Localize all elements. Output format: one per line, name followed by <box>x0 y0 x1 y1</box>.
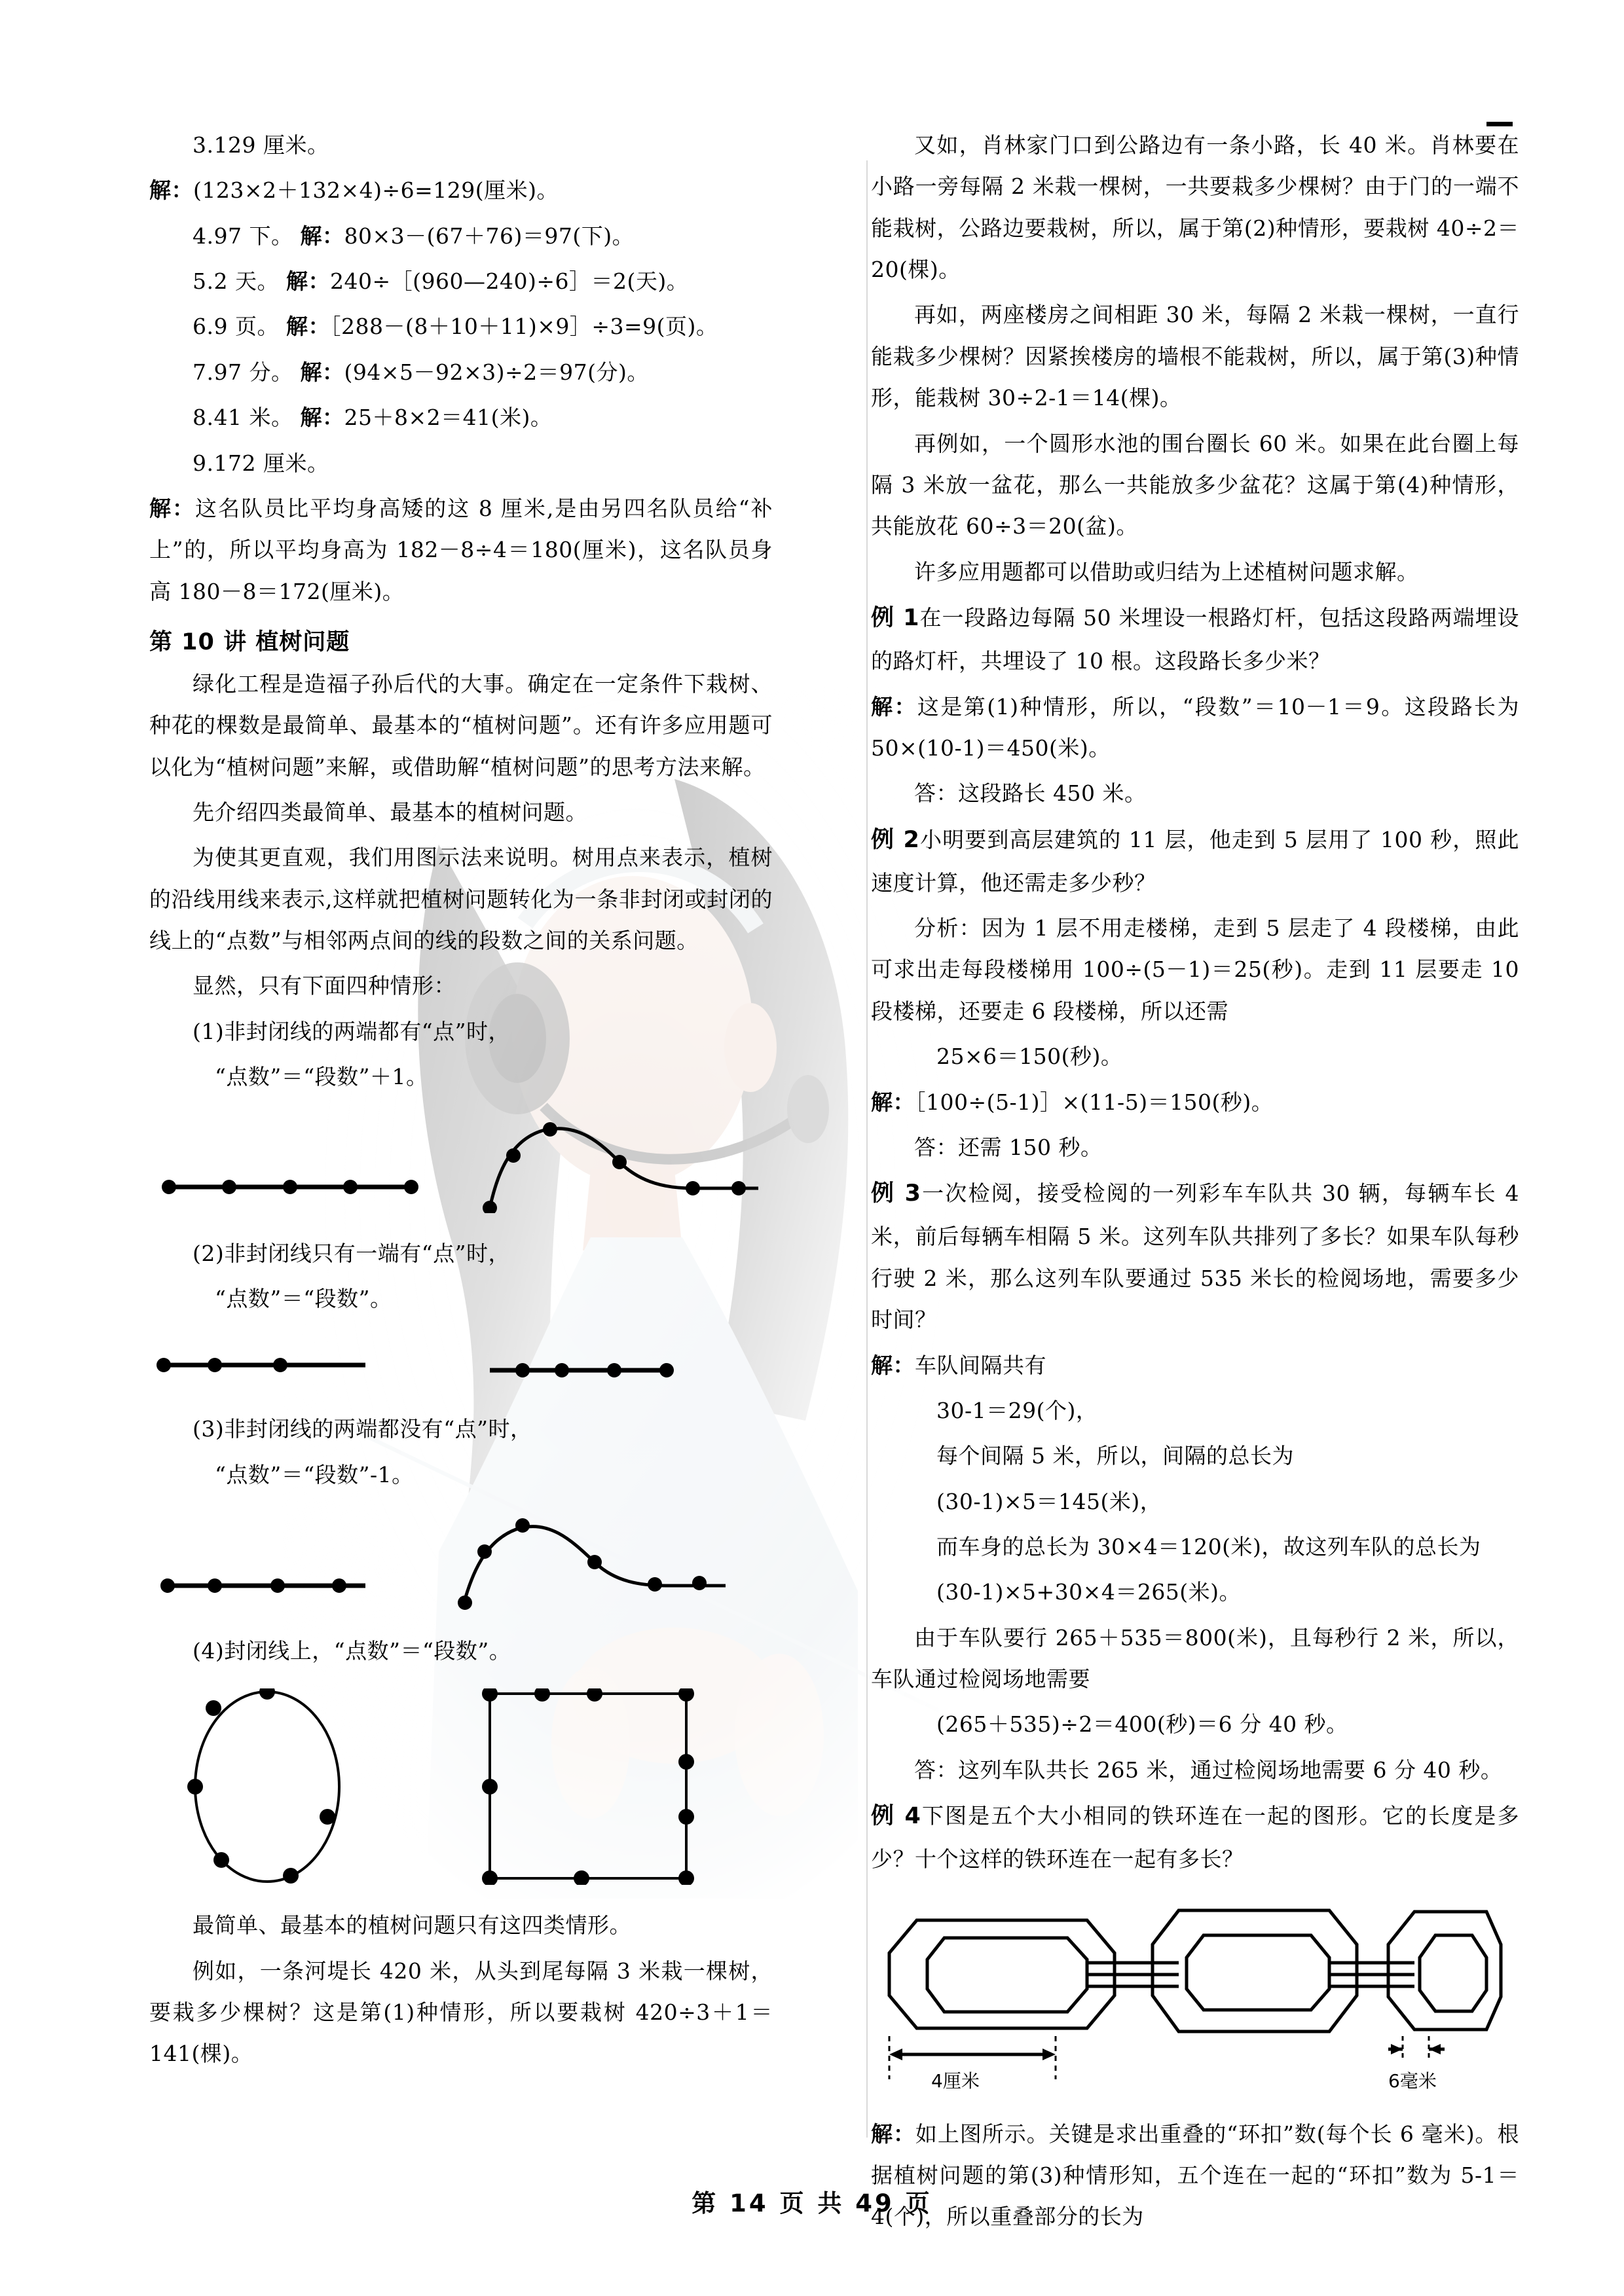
case-3-line-1: (3)非封闭线的两端都没有“点”时， <box>193 1416 532 1442</box>
example-2-analysis-equation: 25×6＝150(秒)。 <box>936 1044 1123 1070</box>
example-2-label: 例 2 <box>871 826 920 853</box>
analysis-body: 因为 1 层不用走楼梯，走到 5 层走了 4 段楼梯，由此可求出走每段楼梯用 100÷(5－1)＝25(秒)。走到 11 层要走 10 段楼梯，还要走 6 段楼梯，所以还需 <box>871 915 1520 1024</box>
solution-body: (94×5－92×3)÷2＝97(分)。 <box>344 359 649 385</box>
answer-8-label: 8.41 米。 <box>193 405 293 431</box>
figure-case-1 <box>149 1115 773 1213</box>
solution-label: 解： <box>300 359 344 385</box>
example-3-line-4: 由于车队要行 265＋535＝800(米)，且每秒行 2 米，所以，车队通过检阅场地需要 <box>871 1624 1519 1692</box>
example-4-label: 例 4 <box>871 1803 921 1830</box>
case-3-diagram <box>149 1512 765 1611</box>
analysis-label: 分析： <box>914 915 982 941</box>
solution-label: 解： <box>149 177 193 204</box>
case-1-line-2: “点数”＝“段数”＋1。 <box>215 1064 428 1090</box>
answer-4-label: 4.97 下。 <box>193 223 293 249</box>
paragraph-circular-pool: 再例如，一个圆形水池的围台圈长 60 米。如果在此台圈上每隔 3 米放一盆花，那么一共能放多少盆花？这属于第(4)种情形，共能放花 60÷3＝20(盆)。 <box>871 430 1519 539</box>
example-3-equation-2: (30-1)×5＝145(米)， <box>936 1488 1162 1514</box>
answer-item-8 <box>149 397 773 438</box>
figure-case-4 <box>149 1688 773 1885</box>
solution-body: ［288－(8＋10＋11)×9］÷3=9(页)。 <box>329 314 718 340</box>
solution-3 <box>149 170 773 211</box>
solution-body: 80×3－(67＋76)＝97(下)。 <box>344 223 635 249</box>
figure-iron-chain <box>871 1897 1519 2094</box>
case-4-line-1: (4)封闭线上，“点数”＝“段数”。 <box>193 1637 511 1664</box>
right-column <box>812 0 1624 2296</box>
example-3-line-3: 而车身的总长为 30×4＝120(米)，故这列车队的总长为 <box>936 1533 1481 1559</box>
paragraph-summary: 最简单、最基本的植树问题只有这四类情形。 <box>193 1912 631 1939</box>
answer-5-label: 5.2 天。 <box>193 268 279 295</box>
example-3-label: 例 3 <box>871 1180 921 1207</box>
example-3-line-2: 每个间隔 5 米，所以，间隔的总长为 <box>936 1443 1294 1469</box>
iron-chain-diagram <box>871 1897 1519 2094</box>
example-3 <box>871 1172 1519 1340</box>
example-1 <box>871 596 1519 682</box>
example-2-analysis <box>871 907 1519 1032</box>
solution-body: 车队间隔共有 <box>915 1352 1046 1378</box>
paragraph-applications: 许多应用题都可以借助或归结为上述植树问题求解。 <box>914 558 1419 585</box>
figure-case-3 <box>149 1512 773 1611</box>
example-2-body: 小明要到高层建筑的 11 层，他走到 5 层用了 100 秒，照此速度计算，他还需走多少秒？ <box>871 826 1519 896</box>
solution-body: 如上图所示。关键是求出重叠的“环扣”数(每个长 6 毫米)。根据植树问题的第(3)种情形知，五个连在一起的“环扣”数为 5-1＝4(个)，所以重叠部分的长为 <box>871 2121 1519 2230</box>
case-2-diagram <box>149 1336 765 1389</box>
paragraph-xiaolin-path: 又如，肖林家门口到公路边有一条小路，长 40 米。肖林要在小路一旁每隔 2 米栽一棵树，一共要栽多少棵树？由于门的一端不能栽树，公路边要栽树，所以，属于第(2)种情形，要栽树 40÷2＝20(棵)。 <box>871 132 1519 283</box>
example-3-equation-1: 30-1＝29(个)， <box>936 1397 1098 1423</box>
chain-label-right: 6毫米 <box>1388 2069 1437 2092</box>
answer-item-9: 9.172 厘米。 <box>193 450 329 476</box>
solution-label: 解： <box>286 268 330 295</box>
answer-6-label: 6.9 页。 <box>193 314 279 340</box>
solution-label: 解： <box>871 2121 915 2147</box>
answer-item-5 <box>149 261 773 302</box>
solution-label: 解： <box>286 314 330 340</box>
section-title-lecture-10: 第 10 讲 植树问题 <box>149 629 350 655</box>
case-2-line-2: “点数”＝“段数”。 <box>215 1285 392 1311</box>
solution-label: 解： <box>871 1352 915 1378</box>
paragraph-intro-4: 显然，只有下面四种情形： <box>193 973 456 999</box>
solution-label: 解： <box>149 495 196 521</box>
example-3-body: 一次检阅，接受检阅的一列彩车车队共 30 辆，每辆车长 4 米，前后每辆车相隔 5 米。这列车队共排列了多长？如果车队每秒行驶 2 米，那么这列车队要通过 535 米长的检阅场地，需要多少时间？ <box>871 1180 1519 1333</box>
case-1-diagram <box>149 1115 765 1213</box>
case-2-line-1: (2)非封闭线只有一端有“点”时， <box>193 1240 510 1266</box>
example-4-body: 下图是五个大小相同的铁环连在一起的图形。它的长度是多少？十个这样的铁环连在一起有多长？ <box>871 1803 1519 1872</box>
solution-label: 解： <box>871 693 917 720</box>
solution-9 <box>149 488 773 612</box>
answer-item-6 <box>149 306 773 347</box>
paragraph-intro-2: 先介绍四类最简单、最基本的植树问题。 <box>193 799 587 826</box>
example-1-answer: 答：这段路长 450 米。 <box>914 780 1147 807</box>
corner-dash-mark <box>1486 122 1513 126</box>
example-4-solution <box>871 2113 1519 2238</box>
figure-case-2 <box>149 1336 773 1389</box>
example-1-solution <box>871 686 1519 769</box>
solution-body: ［100÷(5-1)］×(11-5)＝150(秒)。 <box>915 1089 1274 1115</box>
example-3-equation-4: (265＋535)÷2＝400(秒)＝6 分 40 秒。 <box>936 1711 1348 1738</box>
answer-item-7 <box>149 352 773 393</box>
solution-body: 240÷［(960—240)÷6］＝2(天)。 <box>329 268 689 295</box>
example-3-answer: 答：这列车队共长 265 米，通过检阅场地需要 6 分 40 秒。 <box>914 1757 1503 1783</box>
example-4 <box>871 1795 1519 1880</box>
example-1-body: 在一段路边每隔 50 米埋设一根路灯杆，包括这段路两端埋设的路灯杆，共埋设了 10 根。这段路长多少米？ <box>871 604 1519 674</box>
solution-label: 解： <box>871 1089 915 1115</box>
case-1-line-1: (1)非封闭线的两端都有“点”时， <box>193 1018 510 1044</box>
example-3-solution <box>871 1345 1519 1386</box>
case-4-diagram <box>149 1688 765 1885</box>
solution-body: 这名队员比平均身高矮的这 8 厘米,是由另四名队员给“补上”的，所以平均身高为 182－8÷4＝180(厘米)，这名队员身高 180－8＝172(厘米)。 <box>149 495 773 604</box>
solution-body: 25＋8×2＝41(米)。 <box>344 405 553 431</box>
solution-label: 解： <box>300 223 344 249</box>
solution-body: 这是第(1)种情形，所以，“段数”＝10－1＝9。这段路长为 50×(10-1)＝450(米)。 <box>871 693 1520 761</box>
example-2 <box>871 818 1519 904</box>
example-2-solution <box>871 1082 1519 1123</box>
answer-7-label: 7.97 分。 <box>193 359 293 385</box>
paragraph-intro-3: 为使其更直观，我们用图示法来说明。树用点来表示，植树的沿线用线来表示,这样就把植树问题转化为一条非封闭或封闭的线上的“点数”与相邻两点间的线的段数之间的关系问题。 <box>149 845 773 954</box>
example-1-label: 例 1 <box>871 604 920 631</box>
paragraph-example-riverbank: 例如，一条河堤长 420 米，从头到尾每隔 3 米栽一棵树，要栽多少棵树？这是第(1)种情形，所以要栽树 420÷3＋1＝141(棵)。 <box>149 1958 773 2067</box>
page-footer: 第 14 页 共 49 页 <box>692 2189 932 2217</box>
answer-item-3: 3.129 厘米。 <box>193 132 329 158</box>
solution-body: (123×2＋132×4)÷6=129(厘米)。 <box>193 177 559 204</box>
answer-item-4 <box>149 215 773 257</box>
solution-label: 解： <box>300 405 344 431</box>
example-2-answer: 答：还需 150 秒。 <box>914 1134 1103 1160</box>
case-3-line-2: “点数”＝“段数”-1。 <box>215 1461 414 1487</box>
paragraph-between-buildings: 再如，两座楼房之间相距 30 米，每隔 2 米栽一棵树，一直行能栽多少棵树？因紧挨楼房的墙根不能栽树，所以，属于第(3)种情形，能栽树 30÷2-1＝14(棵)。 <box>871 302 1519 411</box>
example-3-equation-3: (30-1)×5+30×4＝265(米)。 <box>936 1579 1242 1605</box>
paragraph-intro-1: 绿化工程是造福子孙后代的大事。确定在一定条件下栽树、种花的棵数是最简单、最基本的“植树问题”。还有许多应用题可以化为“植树问题”来解，或借助解“植树问题”的思考方法来解。 <box>149 670 773 780</box>
chain-label-left: 4厘米 <box>931 2069 980 2092</box>
column-divider-rule <box>866 160 868 2138</box>
